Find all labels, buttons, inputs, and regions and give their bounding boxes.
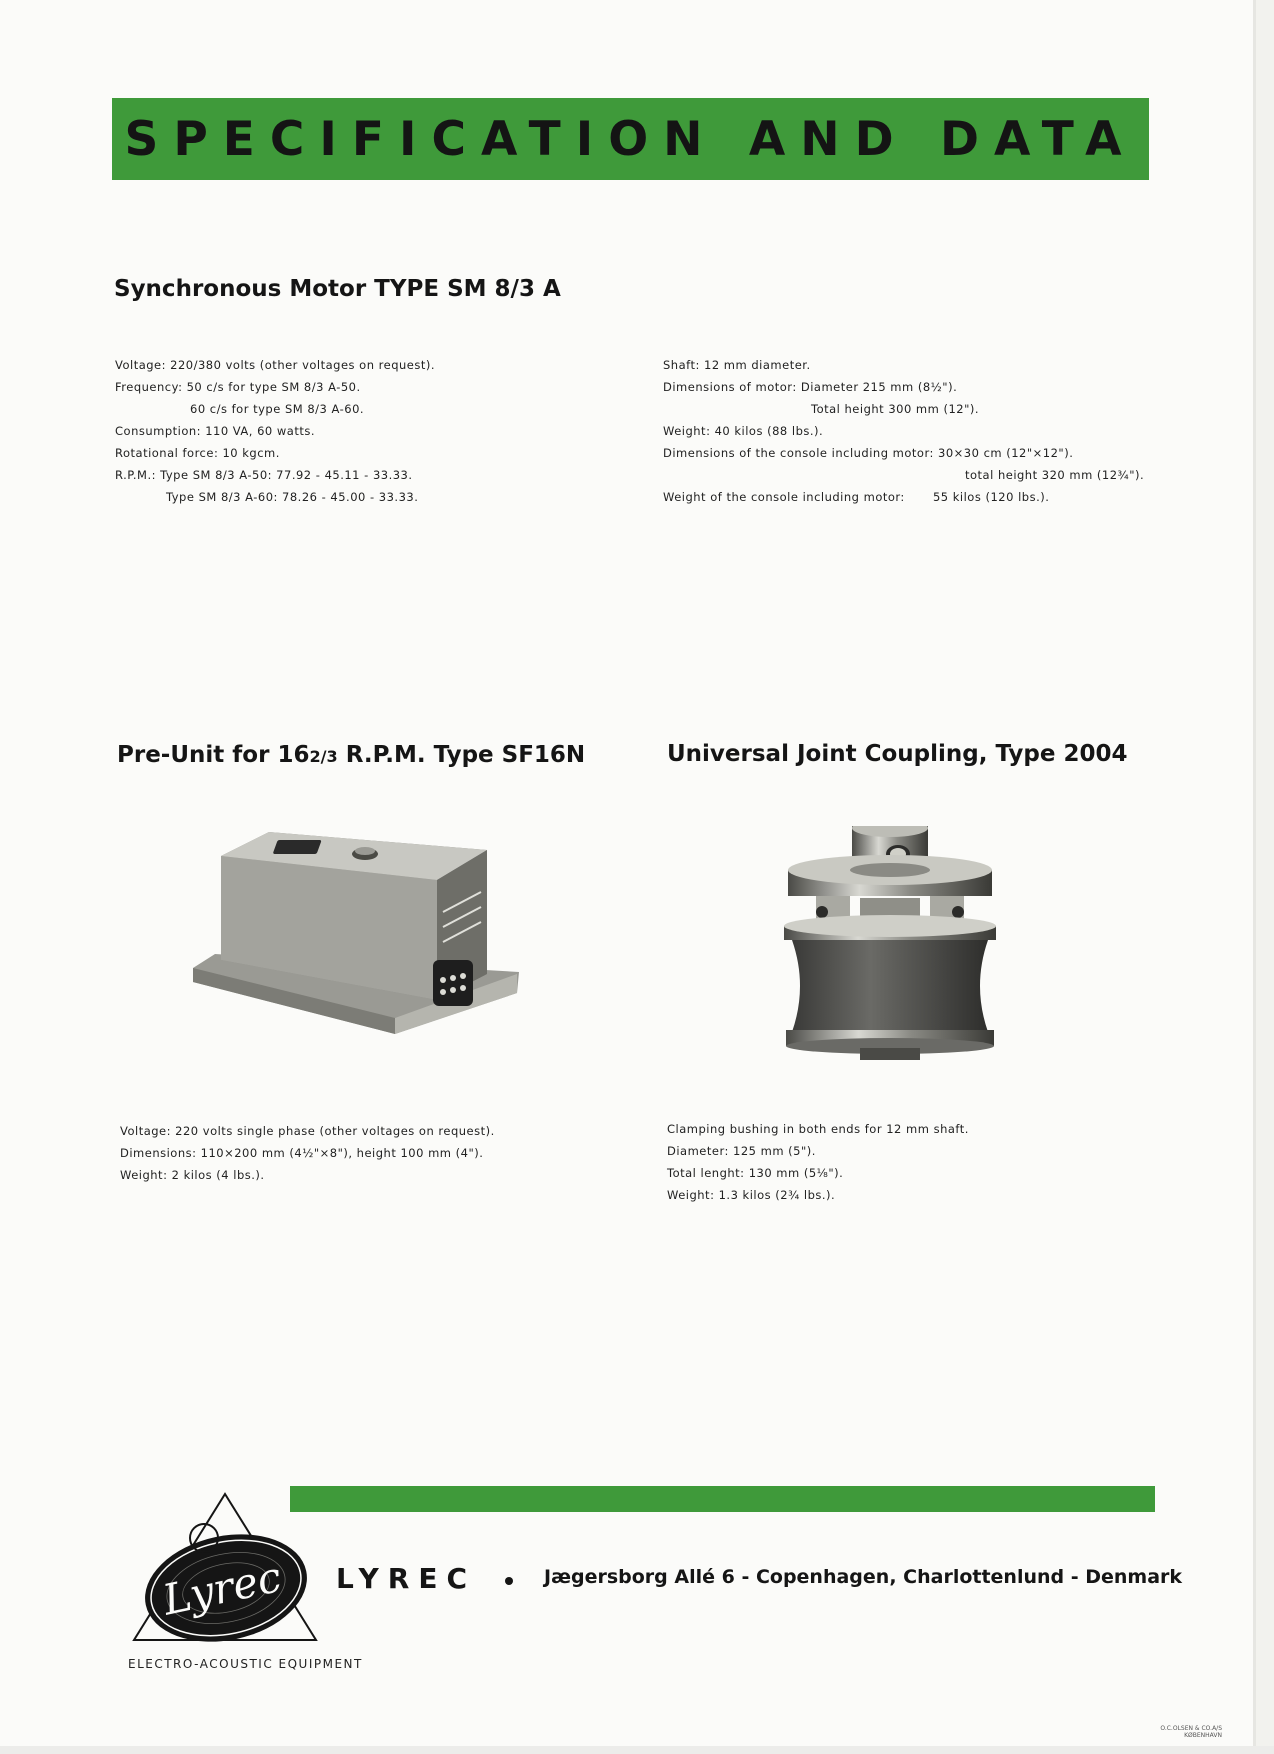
preunit-specs xyxy=(120,1120,495,1186)
company-tagline: ELECTRO-ACOUSTIC EQUIPMENT xyxy=(128,1657,363,1671)
preunit-photo xyxy=(185,820,525,1040)
coupling-specs xyxy=(667,1118,969,1206)
scan-edge-bottom xyxy=(0,1746,1274,1754)
coupling-spec-clamping: Clamping bushing in both ends for 12 mm shaft. xyxy=(667,1122,969,1136)
motor-spec-rpm-50: R.P.M.: Type SM 8/3 A-50: 77.92 - 45.11 - 33.33. xyxy=(115,468,413,482)
coupling-spec-weight: Weight: 1.3 kilos (2¾ lbs.). xyxy=(667,1188,836,1202)
console-weight-label: Weight of the console including motor: xyxy=(663,490,905,504)
preunit-spec-dimensions: Dimensions: 110×200 mm (4½"×8"), height 100 mm (4"). xyxy=(120,1146,484,1160)
motor-spec-frequency-60: 60 c/s for type SM 8/3 A-60. xyxy=(190,402,365,416)
motor-heading: Synchronous Motor TYPE SM 8/3 A xyxy=(114,276,561,302)
preunit-heading xyxy=(117,742,585,768)
motor-spec-rotational-force: Rotational force: 10 kgcm. xyxy=(115,446,280,460)
brand-name: LYREC xyxy=(336,1562,476,1595)
preunit-heading-fraction: 2/3 xyxy=(309,747,338,766)
coupling-spec-length: Total lenght: 130 mm (5⅛"). xyxy=(667,1166,844,1180)
motor-spec-frequency: Frequency: 50 c/s for type SM 8/3 A-50. xyxy=(115,380,361,394)
page-title: SPECIFICATION AND DATA xyxy=(124,111,1137,167)
motor-specs-left xyxy=(115,354,435,508)
printer-credit xyxy=(1160,1725,1222,1739)
motor-spec-dimensions: Dimensions of motor: Diameter 215 mm (8½"). xyxy=(663,380,958,394)
logo-wordmark: Lyrec xyxy=(158,1551,286,1625)
motor-specs-right xyxy=(663,354,1144,508)
motor-spec-consumption: Consumption: 110 VA, 60 watts. xyxy=(115,424,316,438)
preunit-spec-weight: Weight: 2 kilos (4 lbs.). xyxy=(120,1168,265,1182)
scan-edge-right xyxy=(1256,0,1274,1754)
motor-spec-rpm-60: Type SM 8/3 A-60: 78.26 - 45.00 - 33.33. xyxy=(166,490,419,504)
motor-spec-weight: Weight: 40 kilos (88 lbs.). xyxy=(663,424,824,438)
coupling-heading: Universal Joint Coupling, Type 2004 xyxy=(667,741,1128,767)
printer-city: KØBENHAVN xyxy=(1184,1732,1222,1739)
company-address: Jægersborg Allé 6 - Copenhagen, Charlottenlund - Denmark xyxy=(544,1566,1183,1588)
motor-spec-voltage: Voltage: 220/380 volts (other voltages on request). xyxy=(115,358,436,372)
footer-accent-bar xyxy=(290,1486,1155,1512)
motor-spec-shaft: Shaft: 12 mm diameter. xyxy=(663,358,811,372)
coupling-spec-diameter: Diameter: 125 mm (5"). xyxy=(667,1144,816,1158)
motor-spec-console-dimensions: Dimensions of the console including motor: 30×30 cm (12"×12"). xyxy=(663,446,1074,460)
lyrec-logo-icon xyxy=(130,1490,320,1660)
coupling-photo xyxy=(780,826,1000,1066)
title-banner xyxy=(112,98,1149,180)
preunit-heading-rest: R.P.M. Type SF16N xyxy=(337,742,586,768)
motor-spec-console-height: total height 320 mm (12¾"). xyxy=(965,468,1145,482)
motor-spec-total-height: Total height 300 mm (12"). xyxy=(811,402,980,416)
separator-dot xyxy=(505,1577,513,1585)
preunit-spec-voltage: Voltage: 220 volts single phase (other voltages on request). xyxy=(120,1124,495,1138)
motor-spec-console-weight xyxy=(663,486,1144,508)
printer-name: O.C.OLSEN & CO.A/S xyxy=(1160,1725,1222,1732)
preunit-heading-main: Pre-Unit for 16 xyxy=(117,742,310,768)
console-weight-value: 55 kilos (120 lbs.). xyxy=(932,490,1050,504)
